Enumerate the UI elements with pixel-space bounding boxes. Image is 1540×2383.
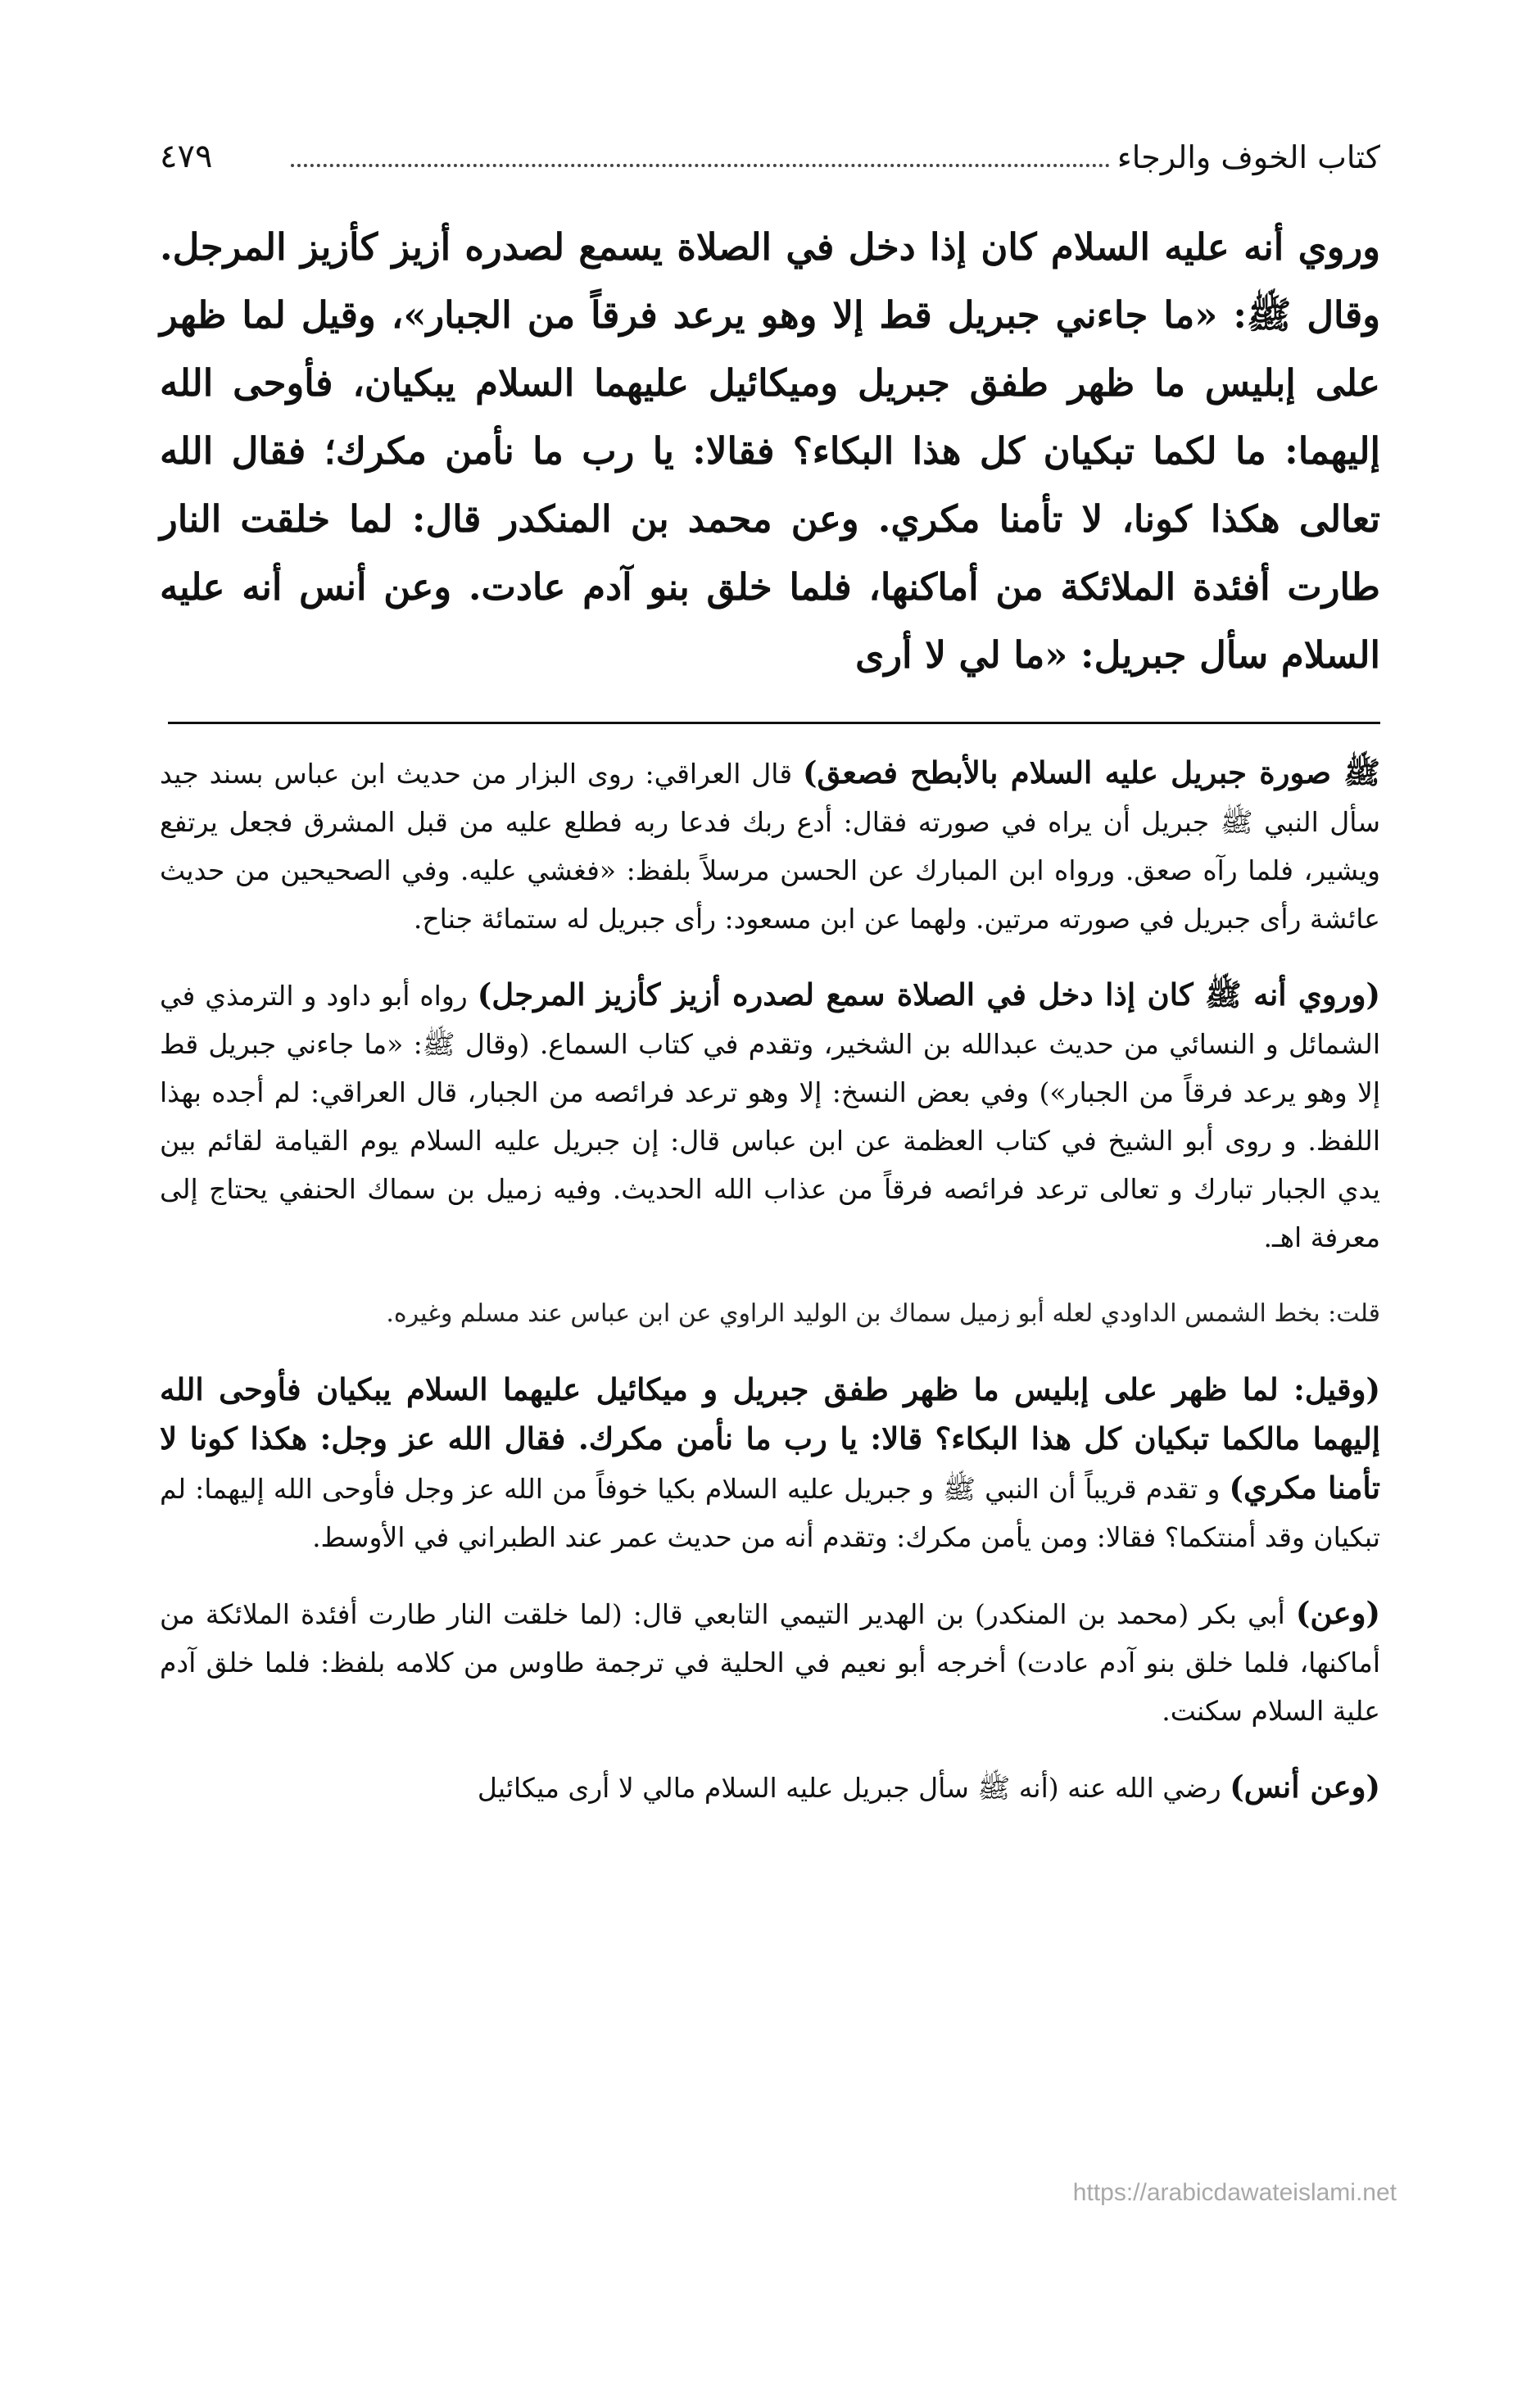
source-watermark: https://arabicdawateislami.net (1072, 2179, 1397, 2206)
commentary-note-6 (160, 1763, 1380, 1812)
commentary-note-3 (160, 1289, 1380, 1338)
note-quote: ﷺ صورة جبريل عليه السلام بالأبطح فصعق) (802, 754, 1380, 791)
page-number: ٤٧٩ (160, 138, 213, 175)
commentary-note-2 (160, 971, 1380, 1262)
commentary-note-4 (160, 1366, 1380, 1561)
note-text: رواه أبو داود و الترمذي في الشمائل و النسائي من حديث عبدالله بن الشخير، وتقدم في كتاب السماع. (وقال ﷺ: «ما جاءني جبريل قط إلا وهو يرعد فرقاً من الجبار») وفي بعض النسخ: إلا وهو ترعد فرائصه من الجبار، قال العراقي: لم أجده بهذا اللفظ. و روى أبو الشيخ في كتاب العظمة عن ابن عباس قال: إن جبريل عليه السلام يوم القيامة لقائم بين يدي الجبار تبارك و تعالى ترعد فرائصه فرقاً من عذاب الله الحديث. وفيه زميل بن سماك الحنفي يحتاج إلى معرفة اهـ. (160, 980, 1380, 1253)
note-quote: (وقيل: لما ظهر على إبليس ما ظهر طفق جبريل و ميكائيل عليهما السلام يبكيان فأوحى الله إليهما مالكما تبكيان كل هذا البكاء؟ قالا: يا رب ما نأمن مكرك. فقال الله عز وجل: هكذا كونا لا تأمنا مكري) (160, 1371, 1381, 1506)
commentary-note-5 (160, 1589, 1380, 1735)
note-quote: (وعن أنس) (1230, 1769, 1380, 1805)
note-text: أبي بكر (محمد بن المنكدر) بن الهدير التيمي التابعي قال: (لما خلقت النار طارت أفئدة الملائكة من أماكنها، فلما خلق بنو آدم عادت) أخرجه أبو نعيم في الحلية في ترجمة طاوس من كلامه بلفظ: فلما خلق آدم علية السلام سكنت. (160, 1598, 1380, 1727)
note-text: قلت: بخط الشمس الداودي لعله أبو زميل سماك بن الوليد الراوي عن ابن عباس عند مسلم وغيره. (386, 1299, 1380, 1328)
main-text-block: وروي أنه عليه السلام كان إذا دخل في الصلاة يسمع لصدره أزيز كأزيز المرجل. وقال ﷺ: «ما جاءني جبريل قط إلا وهو يرعد فرقاً من الجبار»، وقيل لما ظهر على إبليس ما ظهر طفق جبريل وميكائيل عليهما السلام يبكيان، فأوحى الله إليهما: ما لكما تبكيان كل هذا البكاء؟ فقالا: يا رب ما نأمن مكرك؛ فقال الله تعالى هكذا كونا، لا تأمنا مكري. وعن محمد بن المنكدر قال: لما خلقت النار طارت أفئدة الملائكة من أماكنها، فلما خلق بنو آدم عادت. وعن أنس أنه عليه السلام سأل جبريل: «ما لي لا أرى (160, 225, 1380, 677)
note-text: رضي الله عنه (أنه ﷺ سأل جبريل عليه السلام مالي لا أرى ميكائيل (477, 1772, 1230, 1804)
note-quote: (وعن) (1295, 1595, 1380, 1631)
note-quote: (وروي أنه ﷺ كان إذا دخل في الصلاة سمع لصدره أزيز كأزيز المرجل) (477, 976, 1380, 1013)
commentary-note-1 (160, 749, 1380, 943)
header-dotted-leader (291, 164, 1110, 167)
footnote-separator (168, 722, 1380, 724)
note-text: و تقدم قريباً أن النبي ﷺ و جبريل عليه السلام بكيا خوفاً من الله عز وجل فأوحى الله إليهما: لم تبكيان وقد أمنتكما؟ فقالا: ومن يأمن مكرك: وتقدم أنه من حديث عمر عند الطبراني في الأوسط. (160, 1473, 1380, 1553)
running-header (160, 123, 1380, 188)
book-page (160, 123, 1380, 2383)
header-title: كتاب الخوف والرجاء (1116, 139, 1380, 175)
note-text: قال العراقي: روى البزار من حديث ابن عباس بسند جيد سأل النبي ﷺ جبريل أن يراه في صورته فقال: أدع ربك فدعا ربه فطلع عليه من قبل المشرق فجعل يرتفع ويشير، فلما رآه صعق. ورواه ابن المبارك عن الحسن مرسلاً بلفظ: «فغشي عليه. وفي الصحيحين من حديث عائشة رأى جبريل في صورته مرتين. ولهما عن ابن مسعود: رأى جبريل له ستمائة جناح. (160, 758, 1380, 935)
